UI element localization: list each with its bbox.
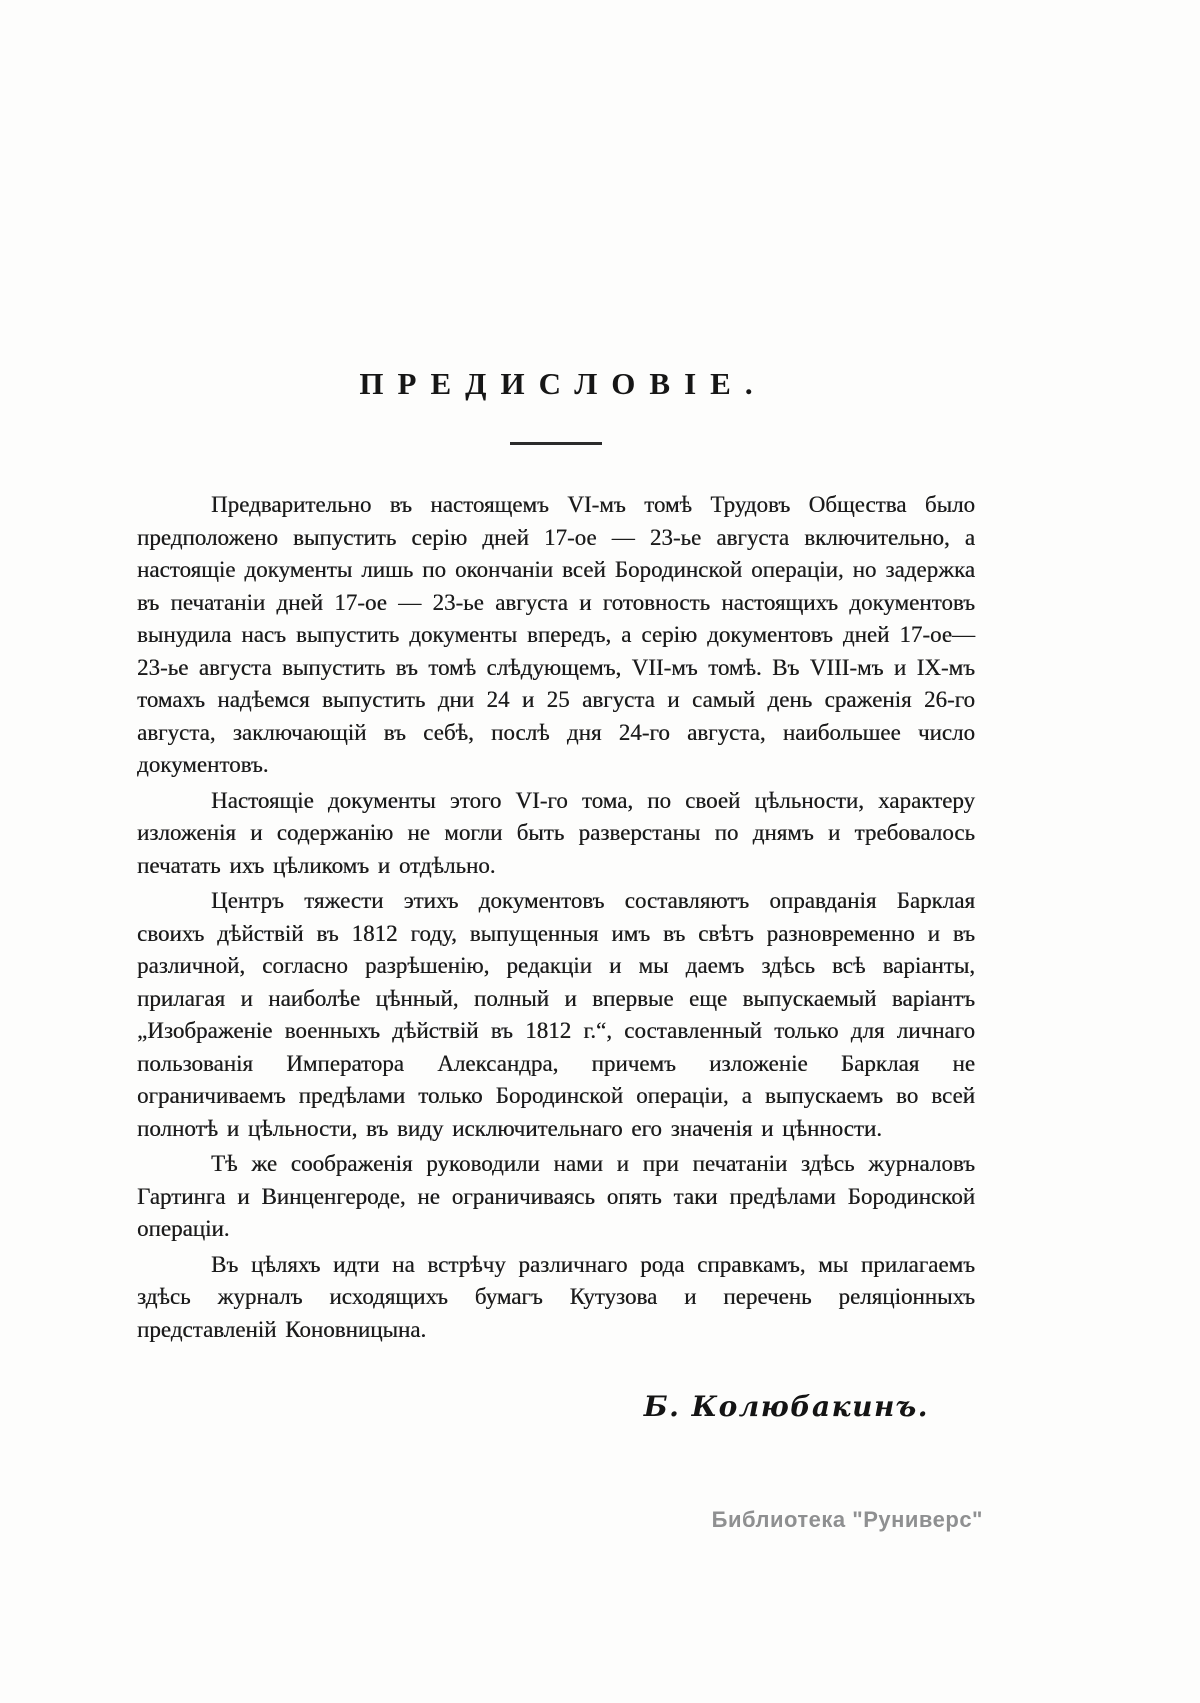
library-watermark: Библиотека "Руниверс"	[711, 1507, 983, 1532]
author-signature: Б. Колюбакинъ.	[643, 1390, 929, 1423]
paragraph: Настоящіе документы этого VI-го тома, по своей цѣльности, характеру изложенія и содержанію не могли быть разверстаны по днямъ и требовалось печатать ихъ цѣликомъ и отдѣльно.	[137, 787, 975, 878]
title-divider-rule	[510, 442, 602, 445]
paragraph: Предварительно въ настоящемъ VI-мъ томѣ Трудовъ Общества было предположено выпустить серію дней 17-ое — 23-ье августа включительно, а настоящіе документы лишь по окончаніи всей Бородинской операціи, но задержка въ печатаніи дней 17-ое — 23-ье августа и готовность настоящихъ документовъ вынудила насъ выпустить документы впередъ, а серію документовъ дней 17-ое—23-ье августа выпустить въ томѣ слѣдующемъ, VII-мъ томѣ. Въ VIII-мъ и IX-мъ томахъ надѣемся выпустить дни 24 и 25 августа и самый день сраженія 26-го августа, заключающій въ себѣ, послѣ дня 24-го августа, наибольшее число документовъ.	[137, 492, 975, 777]
text-block	[137, 366, 975, 1423]
paragraph: Центръ тяжести этихъ документовъ составляютъ оправданія Барклая своихъ дѣйствій въ 1812 году, выпущенныя имъ въ свѣтъ разновременно и въ различной, согласно разрѣшенію, редакціи и мы даемъ здѣсь всѣ варіанты, прилагая и наиболѣе цѣнный, полный и впервые еще выпускаемый варіантъ „Изображеніе военныхъ дѣйствій въ 1812 г.“, составленный только для личнаго пользованія Императора Александра, причемъ изложеніе Барклая не ограничиваемъ предѣлами только Бородинской операціи, а выпускаемъ во всей полнотѣ и цѣльности, въ виду исключительнаго его значенія и цѣнности.	[137, 888, 975, 1141]
paragraph: Въ цѣляхъ идти на встрѣчу различнаго рода справкамъ, мы прилагаемъ здѣсь журналъ исходящихъ бумагъ Кутузова и перечень реляціонныхъ представленій Коновницына.	[137, 1251, 975, 1342]
paragraph: Тѣ же соображенія руководили нами и при печатаніи здѣсь журналовъ Гартинга и Винценгероде, не ограничиваясь опять таки предѣлами Бородинской операціи.	[137, 1151, 975, 1241]
page-title: ПРЕДИСЛОВІЕ.	[359, 366, 767, 401]
